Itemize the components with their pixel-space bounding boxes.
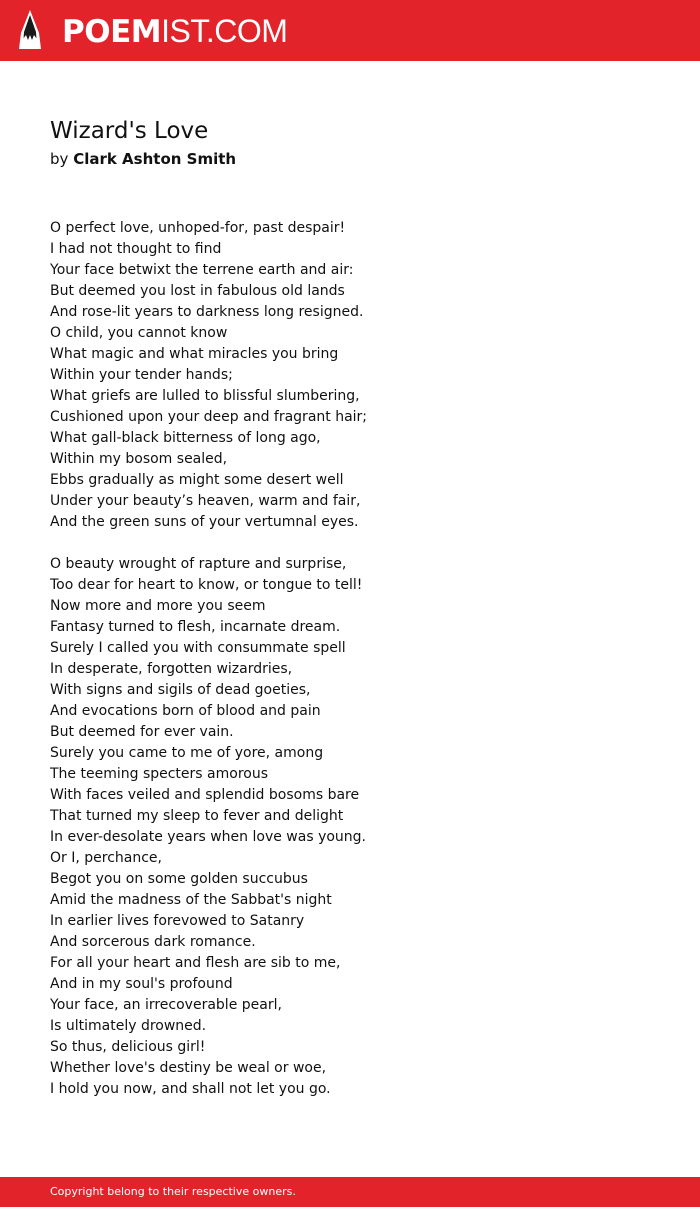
poem-line: The teeming specters amorous bbox=[50, 766, 268, 782]
poem-line: With signs and sigils of dead goeties, bbox=[50, 682, 311, 698]
poem-author: Clark Ashton Smith bbox=[73, 150, 237, 168]
poem-line: Begot you on some golden succubus bbox=[50, 871, 308, 887]
poem-line: Within your tender hands; bbox=[50, 367, 233, 383]
site-footer bbox=[0, 1177, 700, 1207]
poem-line: Under your beauty’s heaven, warm and fair, bbox=[50, 493, 361, 509]
poem-line: In desperate, forgotten wizardries, bbox=[50, 661, 293, 677]
poem-stanza bbox=[50, 218, 650, 533]
poem-line: O beauty wrought of rapture and surprise, bbox=[50, 556, 347, 572]
poem-line: And evocations born of blood and pain bbox=[50, 703, 321, 719]
poem-line: Your face, an irrecoverable pearl, bbox=[50, 997, 282, 1013]
site-logo-link[interactable] bbox=[62, 12, 287, 51]
poem-body bbox=[50, 218, 650, 1121]
poem-line: Cushioned upon your deep and fragrant hair; bbox=[50, 409, 368, 425]
poem-line: For all your heart and flesh are sib to me, bbox=[50, 955, 341, 971]
poem-line: That turned my sleep to fever and delight bbox=[50, 808, 344, 824]
poem-line: And the green suns of your vertumnal eyes. bbox=[50, 514, 359, 530]
poem-line: Now more and more you seem bbox=[50, 598, 266, 614]
poem-line: Fantasy turned to flesh, incarnate dream. bbox=[50, 619, 341, 635]
poem-line: But deemed you lost in fabulous old lands bbox=[50, 283, 345, 299]
poem-line: Surely I called you with consummate spell bbox=[50, 640, 346, 656]
poem-line: I hold you now, and shall not let you go. bbox=[50, 1081, 331, 1097]
poem-line: Ebbs gradually as might some desert well bbox=[50, 472, 344, 488]
poem-line: Surely you came to me of yore, among bbox=[50, 745, 324, 761]
poem-line: Amid the madness of the Sabbat's night bbox=[50, 892, 332, 908]
poem-line: But deemed for ever vain. bbox=[50, 724, 234, 740]
poem-line: Or I, perchance, bbox=[50, 850, 162, 866]
poem-line: Is ultimately drowned. bbox=[50, 1018, 207, 1034]
poem-line: And in my soul's profound bbox=[50, 976, 233, 992]
pen-nib-icon bbox=[17, 9, 43, 51]
poem-line: What magic and what miracles you bring bbox=[50, 346, 339, 362]
site-header bbox=[0, 0, 700, 61]
poem-line: I had not thought to find bbox=[50, 241, 222, 257]
poem-line: O perfect love, unhoped-for, past despair! bbox=[50, 220, 346, 236]
by-label: by bbox=[50, 150, 69, 168]
poem-line: In earlier lives forevowed to Satanry bbox=[50, 913, 305, 929]
poem-line: In ever-desolate years when love was young. bbox=[50, 829, 367, 845]
copyright-text: Copyright belong to their respective owners. bbox=[50, 1185, 296, 1198]
brand-strong: POEM bbox=[62, 14, 162, 50]
poem-line: Your face betwixt the terrene earth and air: bbox=[50, 262, 354, 278]
brand-light: IST.COM bbox=[161, 13, 288, 49]
poem-title: Wizard's Love bbox=[50, 118, 209, 144]
poem-line: Too dear for heart to know, or tongue to tell! bbox=[50, 577, 363, 593]
poem-line: And sorcerous dark romance. bbox=[50, 934, 256, 950]
poem-line: O child, you cannot know bbox=[50, 325, 228, 341]
poem-line: Within my bosom sealed, bbox=[50, 451, 228, 467]
poem-line: What gall-black bitterness of long ago, bbox=[50, 430, 321, 446]
poem-line: And rose-lit years to darkness long resigned. bbox=[50, 304, 364, 320]
poem-line: So thus, delicious girl! bbox=[50, 1039, 206, 1055]
poem-line: With faces veiled and splendid bosoms bare bbox=[50, 787, 360, 803]
poem-stanza bbox=[50, 554, 650, 1100]
poem-line: Whether love's destiny be weal or woe, bbox=[50, 1060, 327, 1076]
poem-byline bbox=[50, 148, 236, 170]
poem-line: What griefs are lulled to blissful slumbering, bbox=[50, 388, 360, 404]
